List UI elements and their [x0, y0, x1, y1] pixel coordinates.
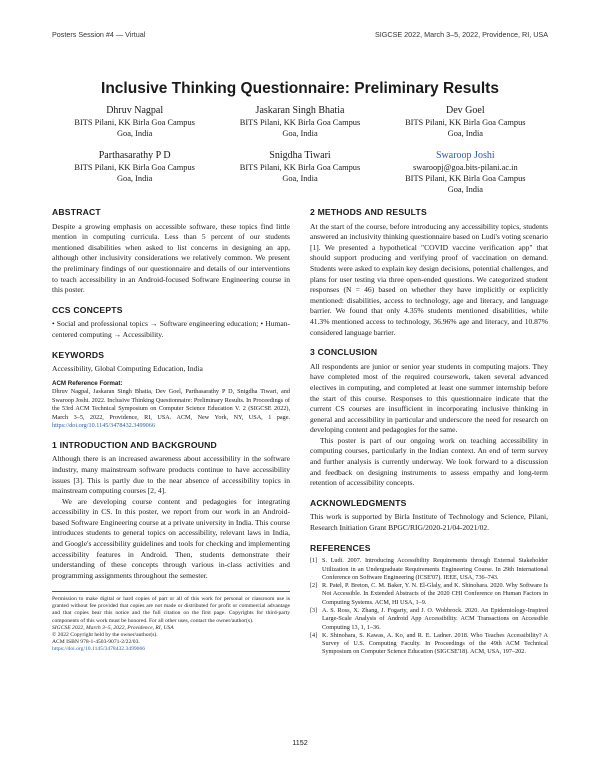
author-affiliation: BITS Pilani, KK Birla Goa Campus [74, 118, 195, 127]
keywords-text: Accessibility, Global Computing Education, India [52, 364, 203, 374]
author-location: Goa, India [447, 185, 483, 194]
keywords-heading: KEYWORDS [52, 349, 105, 360]
author-affiliation: BITS Pilani, KK Birla Goa Campus [74, 163, 195, 172]
left-column [52, 207, 290, 590]
permission-isbn: ACM ISBN 978-1-4503-9071-2/22/03. [52, 639, 140, 646]
intro-heading: 1 INTRODUCTION AND BACKGROUND [52, 439, 217, 450]
author-card [383, 149, 548, 195]
reference-item [310, 607, 548, 632]
acm-ref-label: ACM Reference Format: [52, 379, 123, 387]
methods-text: At the start of the course, before introducing any accessibility topics, students answered an inclusivity thinking questionnaire based on Ludi's voting scenario [1]. We presented a hypothetical "COVID vaccine verification app" that should support producing and verifying proof of vaccination on demand. Students were asked to explain key design decisions, potential challenges, and plans for user testing via three open-ended questions. We categorized student responses (N = 46) based on whether they have implicitly or explicitly mentioned: disabilities, access to technology, age and literacy, and language barrier. We found that only 4.35% students mentioned disabilities, while 41.3% mentioned access to technology, 36.96% age and literacy, and 10.87% considered language barrier. [310, 221, 548, 337]
intro-paragraph-2: We are developing course content and pedagogies for integrating accessibility in CS. In this poster, we report from our work in an Android-based Software Engineering course at a private university in India. This course introduces students to general topics on accessibility, relevant laws in India, and Google's accessibility guidelines and tools for checking and implementing accessibility features in Android. Then, students demonstrate their understanding of these concepts through various in-class activities and programming assignments throughout the semester. [52, 496, 290, 580]
references-section [310, 543, 548, 657]
author-card [217, 149, 382, 195]
author-affiliation: BITS Pilani, KK Birla Goa Campus [239, 118, 361, 127]
author-location: Goa, India [447, 129, 483, 138]
permission-copyright: © 2022 Copyright held by the owner/author(s). [52, 632, 158, 639]
ccs-text: • Social and professional topics → Software engineering education; • Human-centered computing → Accessibility. [52, 319, 290, 339]
abstract-text: Despite a growing emphasis on accessible software, these topics find little mention in computing curricula. Less than 5 percent of our students mentioned disabilities when asked to list concerns in designing an app, although other inclusivity considerations we relatively common. We present the preliminary findings of our questionnaire and details of our interventions to teach accessibility in an Android-focused Software Engineering course in this poster. [52, 221, 290, 295]
page-number: 1152 [292, 738, 308, 747]
abstract-section [52, 207, 290, 296]
author-location: Goa, India [282, 129, 318, 138]
reference-number: [2] [310, 582, 318, 590]
permission-text: Permission to make digital or hard copies of part or all of this work for personal or classroom use is granted without fee provided that copies are not made or distributed for profit or commercial advantage and that copies bear this notice and the full citation on the first page. Copyrights for third-party components of this work must be honored. For all other uses, contact the owner/author(s). [52, 596, 290, 624]
author-card [217, 104, 382, 139]
reference-item [310, 557, 548, 582]
reference-number: [4] [310, 631, 318, 639]
header-left: Posters Session #4 — Virtual [52, 30, 146, 39]
author-location: Goa, India [282, 174, 318, 183]
author-location: Goa, India [116, 174, 153, 183]
ack-section [310, 498, 548, 534]
author-name: Jaskaran Singh Bhatia [255, 105, 345, 116]
intro-section [52, 440, 290, 582]
reference-number: [1] [310, 557, 318, 565]
author-block [52, 104, 548, 195]
reference-text: S. Ludi. 2007. Introducing Accessibility Requirements through External Stakeholder Utilization in an Undergraduate Requirements Engineering Course. In 29th International Conference on Software Engineering (ICSE'07). IEEE, USA, 736–743. [322, 557, 548, 581]
author-email: swaroopj@goa.bits-pilani.ac.in [412, 163, 518, 172]
ack-text: This work is supported by Birla Institute of Technology and Science, Pilani, Research Initiation Grant BPGC/RIG/2020-21/04-2021/02. [310, 512, 548, 533]
ack-heading: ACKNOWLEDGMENTS [310, 497, 407, 508]
reference-item [310, 632, 548, 657]
reference-text: A. S. Ross, X. Zhang, J. Fogarty, and J. O. Wobbrock. 2020. An Epidemiology-Inspired Large-Scale Analysis of Android App Accessibility. ACM Transactions on Accessible Computing 13, 1, 1–36. [322, 607, 548, 631]
intro-paragraph-1: Although there is an increased awareness about accessibility in the software industry, many mainstream software products continue to have accessibility issues [3]. This is partly due to the near absence of accessibility topics in mainstream computing courses [2, 4]. [52, 454, 290, 496]
acm-ref-body: Dhruv Nagpal, Jaskaran Singh Bhatia, Dev Goel, Parthasarathy P D, Snigdha Tiwari, and Swaroop Joshi. 2022. Inclusive Thinking Questionnaire: Preliminary Results. In Proceedings of the 53rd ACM Technical Symposium on Computer Science Education V. 2 (SIGCSE 2022), March 3–5, 2022, Providence, RI, USA. ACM, New York, NY, USA, 1 page. [52, 388, 290, 421]
author-name: Snigdha Tiwari [269, 150, 331, 161]
author-affiliation: BITS Pilani, KK Birla Goa Campus [405, 118, 526, 127]
author-location: Goa, India [116, 129, 153, 138]
permission-venue: SIGCSE 2022, March 3–5, 2022, Providence, RI, USA [52, 624, 174, 631]
author-name: Dhruv Nagpal [106, 105, 164, 116]
abstract-heading: ABSTRACT [52, 207, 101, 217]
conclusion-paragraph-1: All respondents are junior or senior year students in computing majors. They have completed most of the required coursework, taken several advanced electives in computing, and completed at least one summer internship before the start of this course. Responses to this questionnaire indicate that the current CS courses are insufficient in incorporating inclusive thinking in general and accessibility in particular and underscore the need for research on developing content and pedagogies for the same. [310, 361, 548, 435]
paper-title: Inclusive Thinking Questionnaire: Preliminary Results [101, 80, 499, 97]
methods-section [310, 207, 548, 338]
reference-text: R. Patel, P. Breton, C. M. Baker, Y. N. El-Glaly, and K. Shinohara. 2020. Why Software Is Not Accessible. In Extended Abstracts of the 2020 CHI Conference on Human Factors in Computing Systems. ACM, HI USA, 1–9. [322, 582, 548, 606]
permission-block [52, 591, 290, 654]
methods-heading: 2 METHODS AND RESULTS [310, 207, 427, 217]
conclusion-section [310, 347, 548, 489]
reference-item [310, 582, 548, 607]
conclusion-paragraph-2: This poster is part of our ongoing work on teaching accessibility in computing courses, particularly in the Indian context. An end of term survey and further analysis is currently underway. We look forward to a discussion and feedback on designing instruments to assess empathy and long-term retention of accessibility concepts. [310, 435, 548, 488]
references-heading: REFERENCES [310, 542, 371, 553]
reference-number: [3] [310, 607, 318, 614]
author-card [52, 149, 217, 195]
reference-text: K. Shinohara, S. Kawas, A. Ko, and R. E. Ladner. 2018. Who Teaches Accessibility? A Survey of U.S. Computing Faculty. In Proceedings of the 49th ACM Technical Symposium on Computer Science Education (SIGCSE'18). ACM, USA, 197–202. [322, 631, 548, 656]
header-right: SIGCSE 2022, March 3–5, 2022, Providence, RI, USA [375, 30, 548, 39]
keywords-section [52, 350, 290, 431]
author-card [52, 104, 217, 139]
author-name: Parthasarathy P D [98, 150, 171, 161]
ccs-section [52, 305, 290, 341]
running-header [52, 30, 548, 39]
acm-ref-doi-link[interactable]: https://doi.org/10.1145/3478432.3499066 [52, 422, 155, 430]
author-card [383, 104, 548, 139]
right-column [310, 207, 548, 666]
author-name-link[interactable]: Swaroop Joshi [436, 150, 495, 161]
author-name: Dev Goel [446, 105, 485, 116]
ccs-heading: CCS CONCEPTS [52, 304, 123, 315]
conclusion-heading: 3 CONCLUSION [310, 347, 378, 358]
acm-ref-text [52, 388, 290, 431]
permission-doi-link[interactable]: https://doi.org/10.1145/3478432.3499066 [52, 646, 146, 653]
author-affiliation: BITS Pilani, KK Birla Goa Campus [405, 174, 526, 183]
author-affiliation: BITS Pilani, KK Birla Goa Campus [239, 163, 361, 172]
